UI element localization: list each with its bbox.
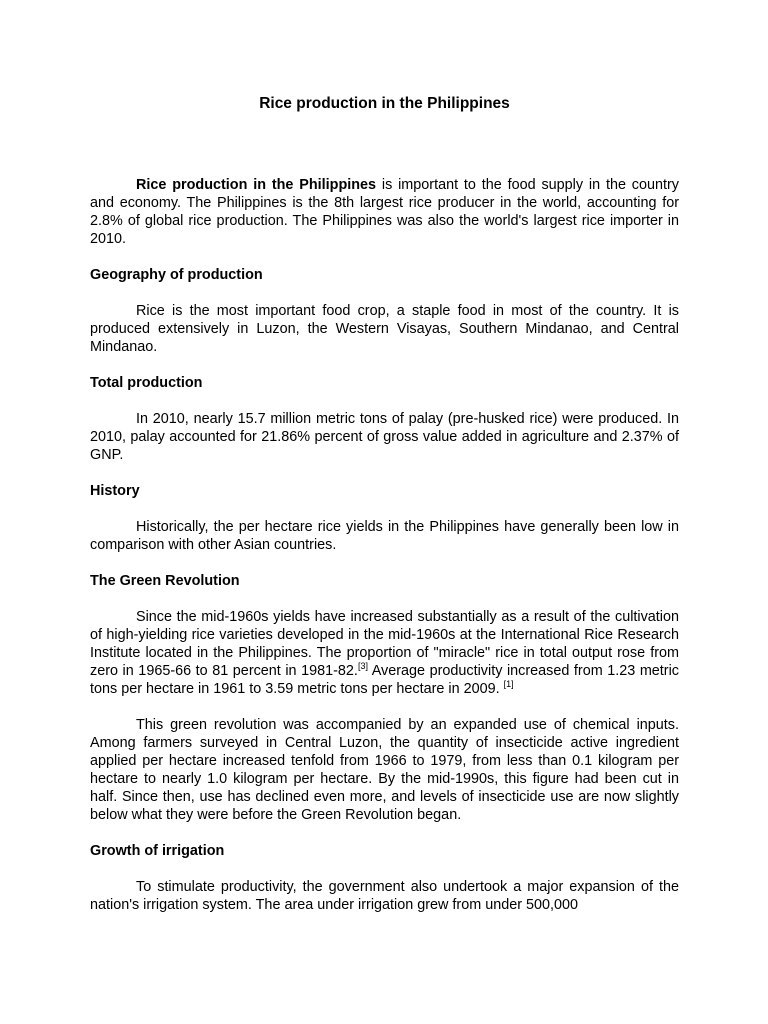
page-title: Rice production in the Philippines <box>259 95 510 112</box>
irrigation-paragraph: To stimulate productivity, the government also undertook a major expansion of the nation's irrigation system. The area under irrigation grew from under 500,000 <box>90 879 679 913</box>
intro-text: is important to the food supply in the country and economy. The Philippines is the 8th largest rice producer in the world, accounting for 2.8% of global rice production. The Philippines was also the world's largest rice importer in 2010. <box>90 177 679 247</box>
section-heading-irrigation: Growth of irrigation <box>90 843 225 859</box>
green-revolution-text-b: Average productivity increased from 1.23 metric tons per hectare in 1961 to 3.59 metric tons per hectare in 2009. <box>90 663 679 697</box>
history-paragraph: Historically, the per hectare rice yields in the Philippines have generally been low in comparison with other Asian countries. <box>90 519 679 553</box>
green-revolution-paragraph-1 <box>90 608 679 698</box>
intro-paragraph <box>90 176 679 248</box>
citation-1: [1] <box>503 679 514 690</box>
green-revolution-paragraph-2: This green revolution was accompanied by an expanded use of chemical inputs. Among farmers surveyed in Central Luzon, the quantity of insecticide active ingredient applied per hectare increased tenfold from 1966 to 1979, from less than 0.1 kilogram per hectare to nearly 1.0 kilogram per hectare. By the mid-1990s, this figure had been cut in half. Since then, use has declined even more, and levels of insecticide use are now slightly below what they were before the Green Revolution began. <box>90 717 679 823</box>
citation-3: [3] <box>357 661 368 672</box>
section-heading-total-production: Total production <box>90 375 203 391</box>
geography-paragraph: Rice is the most important food crop, a staple food in most of the country. It is produced extensively in Luzon, the Western Visayas, Southern Mindanao, and Central Mindanao. <box>90 303 679 355</box>
green-revolution-text-a: Since the mid-1960s yields have increased substantially as a result of the cultivation of high-yielding rice varieties developed in the mid-1960s at the International Rice Research Institute located in the Philippines. The proportion of "miracle" rice in total output rose from zero in 1965-66 to 81 percent in 1981-82. <box>90 609 679 679</box>
section-heading-history: History <box>90 483 140 499</box>
section-heading-geography: Geography of production <box>90 267 263 283</box>
intro-lead-term: Rice production in the Philippines <box>136 177 377 193</box>
total-production-paragraph: In 2010, nearly 15.7 million metric tons of palay (pre-husked rice) were produced. In 2010, palay accounted for 21.86% percent of gross value added in agriculture and 2.37% of GNP. <box>90 411 679 463</box>
section-heading-green-revolution: The Green Revolution <box>90 573 240 589</box>
